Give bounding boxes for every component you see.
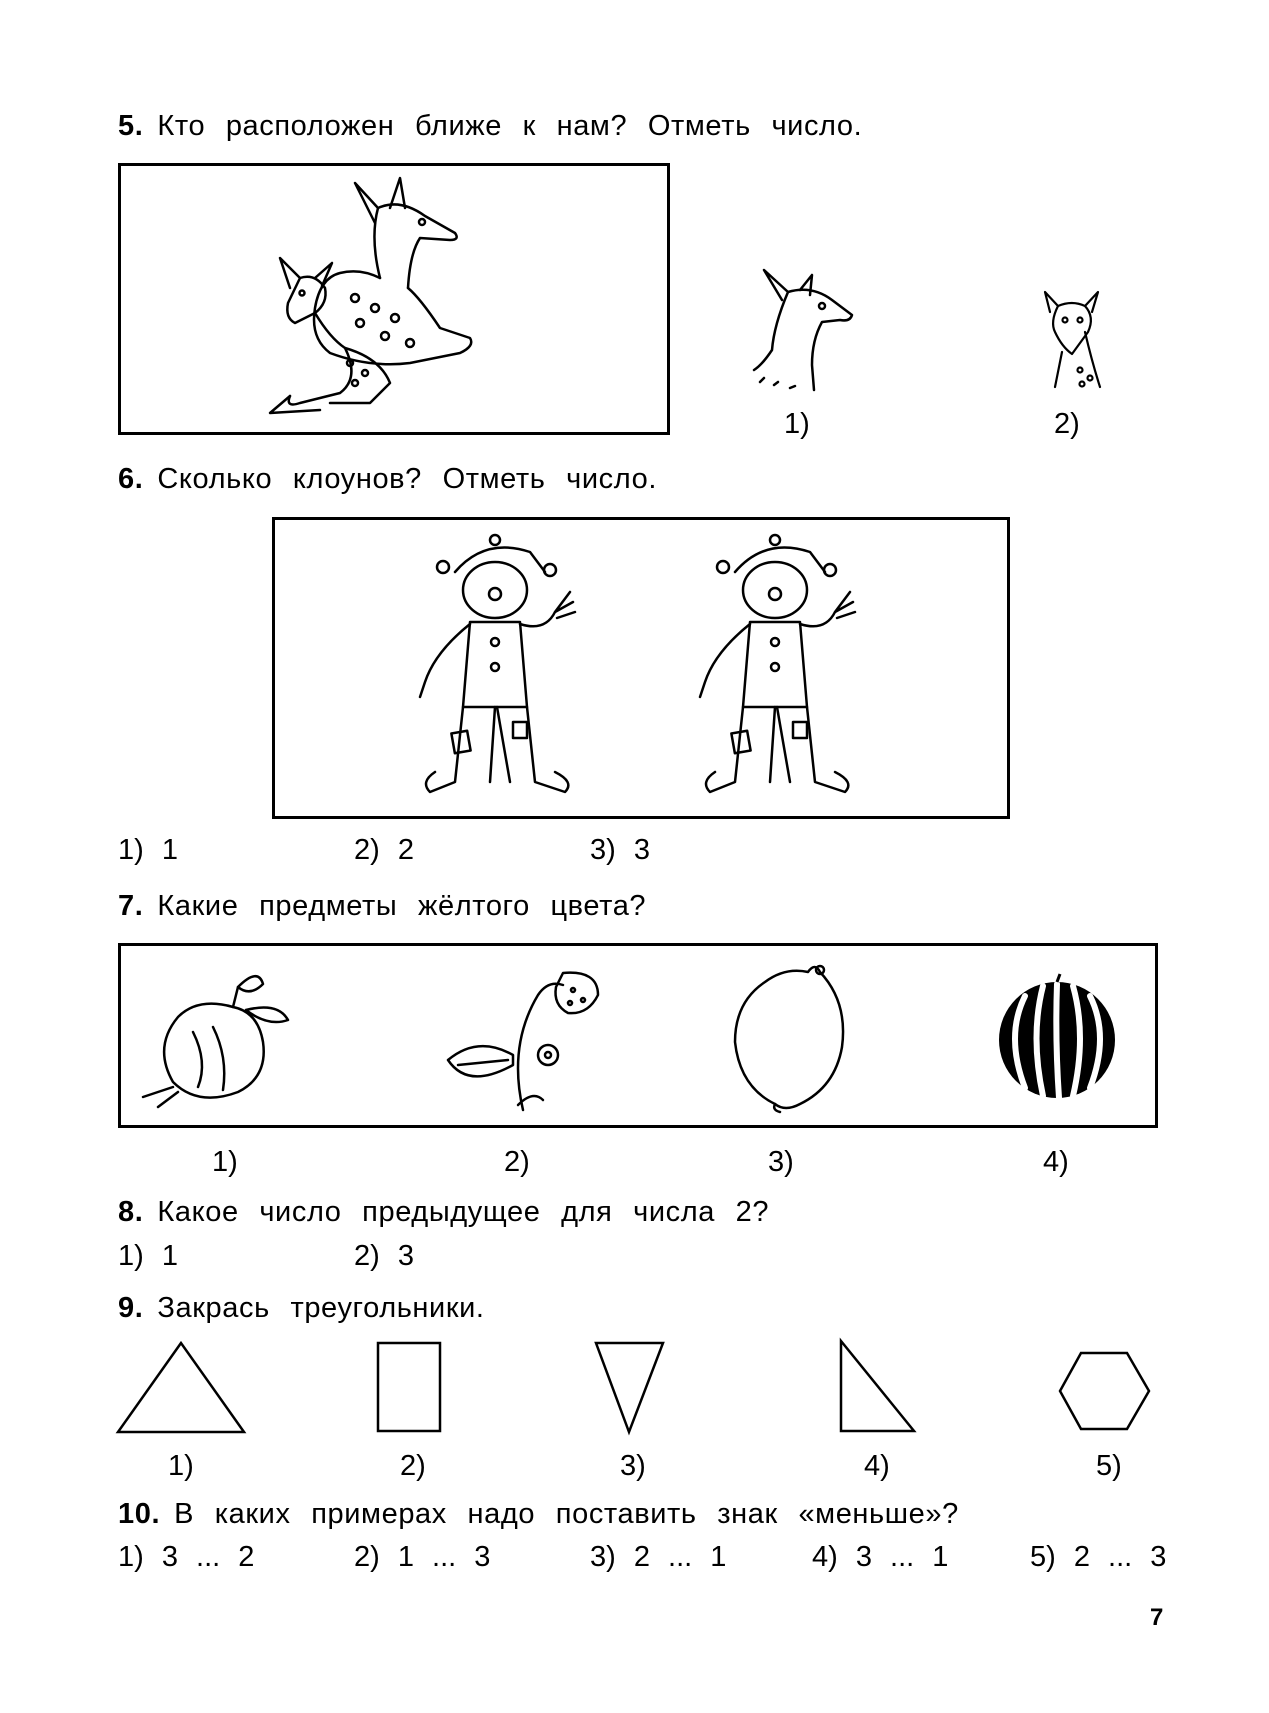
q6-option-3[interactable]: 3) 3 — [590, 834, 650, 866]
q8-option-2[interactable]: 2) 3 — [354, 1240, 414, 1272]
shape-triangle-right[interactable] — [838, 1338, 918, 1435]
q9-option-3[interactable]: 3) — [620, 1450, 646, 1482]
question-text: Какое число предыдущее для числа 2? — [157, 1196, 770, 1228]
strawberry-plant-illustration — [438, 965, 613, 1115]
question-text: Какие предметы жёлтого цвета? — [157, 890, 647, 922]
q5-option-1[interactable]: 1) — [784, 408, 810, 440]
clowns-frame — [272, 517, 1010, 819]
q10-option-1[interactable]: 1) 3 ... 2 — [118, 1541, 255, 1573]
shape-triangle-upright[interactable] — [115, 1340, 250, 1435]
question-9 — [118, 1292, 485, 1325]
question-number: 7. — [118, 890, 144, 922]
q6-option-1[interactable]: 1) 1 — [118, 834, 178, 866]
q10-option-2[interactable]: 2) 1 ... 3 — [354, 1541, 491, 1573]
question-number: 5. — [118, 110, 144, 142]
question-text: Сколько клоунов? Отметь число. — [157, 463, 657, 495]
question-text: В каких примерах надо поставить знак «меньше»? — [174, 1498, 959, 1530]
clown-illustration-2 — [695, 532, 870, 802]
q9-option-4[interactable]: 4) — [864, 1450, 890, 1482]
clown-illustration-1 — [415, 532, 590, 802]
q8-option-1[interactable]: 1) 1 — [118, 1240, 178, 1272]
fawn-head-small-illustration — [1040, 292, 1110, 392]
q7-option-1[interactable]: 1) — [212, 1146, 238, 1178]
question-5 — [118, 110, 862, 143]
question-number: 10. — [118, 1498, 161, 1530]
question-10 — [118, 1498, 959, 1531]
q6-option-2[interactable]: 2) 2 — [354, 834, 414, 866]
apple-illustration — [138, 972, 313, 1112]
q10-option-3[interactable]: 3) 2 ... 1 — [590, 1541, 727, 1573]
question-7 — [118, 890, 646, 923]
q7-option-2[interactable]: 2) — [504, 1146, 530, 1178]
lemon-illustration — [730, 962, 850, 1114]
question-number: 9. — [118, 1292, 144, 1324]
question-text: Закрась треугольники. — [157, 1292, 485, 1324]
q7-option-4[interactable]: 4) — [1043, 1146, 1069, 1178]
shape-triangle-inverted[interactable] — [593, 1340, 668, 1435]
question-8 — [118, 1196, 769, 1229]
deer-head-large-illustration — [752, 270, 862, 395]
question-number: 8. — [118, 1196, 144, 1228]
deer-with-fawn-illustration — [260, 178, 520, 423]
page-number: 7 — [1150, 1604, 1164, 1631]
question-number: 6. — [118, 463, 144, 495]
q9-option-5[interactable]: 5) — [1096, 1450, 1122, 1482]
q10-option-5[interactable]: 5) 2 ... 3 — [1030, 1541, 1167, 1573]
q9-option-2[interactable]: 2) — [400, 1450, 426, 1482]
q5-option-2[interactable]: 2) — [1054, 408, 1080, 440]
question-text: Кто расположен ближе к нам? Отметь число. — [157, 110, 863, 142]
q10-option-4[interactable]: 4) 3 ... 1 — [812, 1541, 949, 1573]
q7-option-3[interactable]: 3) — [768, 1146, 794, 1178]
question-6 — [118, 463, 657, 496]
watermelon-illustration — [995, 976, 1120, 1101]
q9-option-1[interactable]: 1) — [168, 1450, 194, 1482]
shape-rectangle[interactable] — [375, 1340, 445, 1435]
shape-hexagon[interactable] — [1057, 1350, 1152, 1432]
